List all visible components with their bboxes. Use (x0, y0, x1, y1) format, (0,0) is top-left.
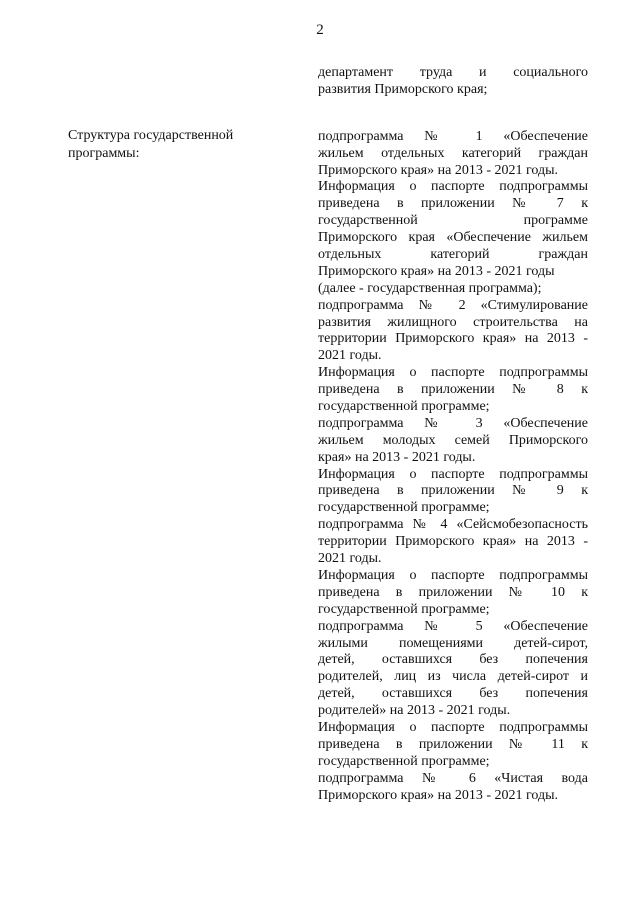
text-line: родителей» на 2013 - 2021 годы. (318, 703, 511, 719)
text-line: Информация о паспорте подпрограммы (318, 365, 588, 381)
header-line: департамент труда и социального (318, 65, 588, 80)
header-line: развития Приморского края; (318, 81, 488, 97)
structure-text (318, 129, 588, 805)
text-line: государственной программе; (318, 601, 490, 617)
section-label-line: Структура государственной (68, 128, 234, 143)
text-line: приведена в приложении № 11 к (318, 736, 588, 752)
text-line: государственной программе; (318, 399, 490, 415)
text-line: родителей, лиц из числа детей-сирот и (318, 669, 588, 685)
text-line: государственной программе (318, 213, 588, 229)
text-line: 2021 годы. (318, 551, 382, 567)
page-number: 2 (316, 22, 324, 38)
text-line: государственной программе; (318, 500, 490, 516)
text-line: края» на 2013 - 2021 годы. (318, 449, 476, 465)
text-line: подпрограмма № 5 «Обеспечение (318, 618, 588, 634)
right-column (318, 65, 588, 804)
text-line: детей, оставшихся без попечения (318, 686, 588, 702)
text-line: жилыми помещениями детей-сирот, (318, 635, 588, 651)
text-line: Приморского края» на 2013 - 2021 годы. (318, 162, 559, 178)
text-line: подпрограмма № 6 «Чистая вода (318, 770, 588, 786)
text-line: Информация о паспорте подпрограммы (318, 719, 588, 735)
text-line: подпрограмма № 3 «Обеспечение (318, 415, 588, 431)
text-line: приведена в приложении № 9 к (318, 483, 588, 499)
text-line: подпрограмма № 4 «Сейсмобезопасность (318, 517, 588, 533)
text-line: государственной программе; (318, 753, 490, 769)
text-line: Приморского края «Обеспечение жильем (318, 230, 588, 246)
text-line: территории Приморского края» на 2013 - (318, 331, 588, 347)
text-line: подпрограмма № 1 «Обеспечение (318, 128, 588, 144)
section-label-line: программы: (68, 145, 140, 161)
text-line: 2021 годы. (318, 348, 382, 364)
text-line: подпрограмма № 2 «Стимулирование (318, 297, 588, 313)
text-line: Приморского края» на 2013 - 2021 годы. (318, 787, 559, 803)
text-line: территории Приморского края» на 2013 - (318, 534, 588, 550)
text-line: приведена в приложении № 7 к (318, 196, 588, 212)
text-line: Приморского края» на 2013 - 2021 годы (318, 263, 555, 279)
text-line: приведена в приложении № 10 к (318, 584, 588, 600)
section-label (68, 127, 268, 162)
text-line: развития жилищного строительства на (318, 314, 588, 330)
text-line: Информация о паспорте подпрограммы (318, 179, 588, 195)
text-line: (далее - государственная программа); (318, 280, 542, 296)
text-line: Информация о паспорте подпрограммы (318, 567, 588, 583)
text-line: Информация о паспорте подпрограммы (318, 466, 588, 482)
text-line: отдельных категорий граждан (318, 247, 588, 263)
text-line: приведена в приложении № 8 к (318, 382, 588, 398)
text-line: детей, оставшихся без попечения (318, 652, 588, 668)
text-line: жильем молодых семей Приморского (318, 432, 588, 448)
text-line: жильем отдельных категорий граждан (318, 145, 588, 161)
